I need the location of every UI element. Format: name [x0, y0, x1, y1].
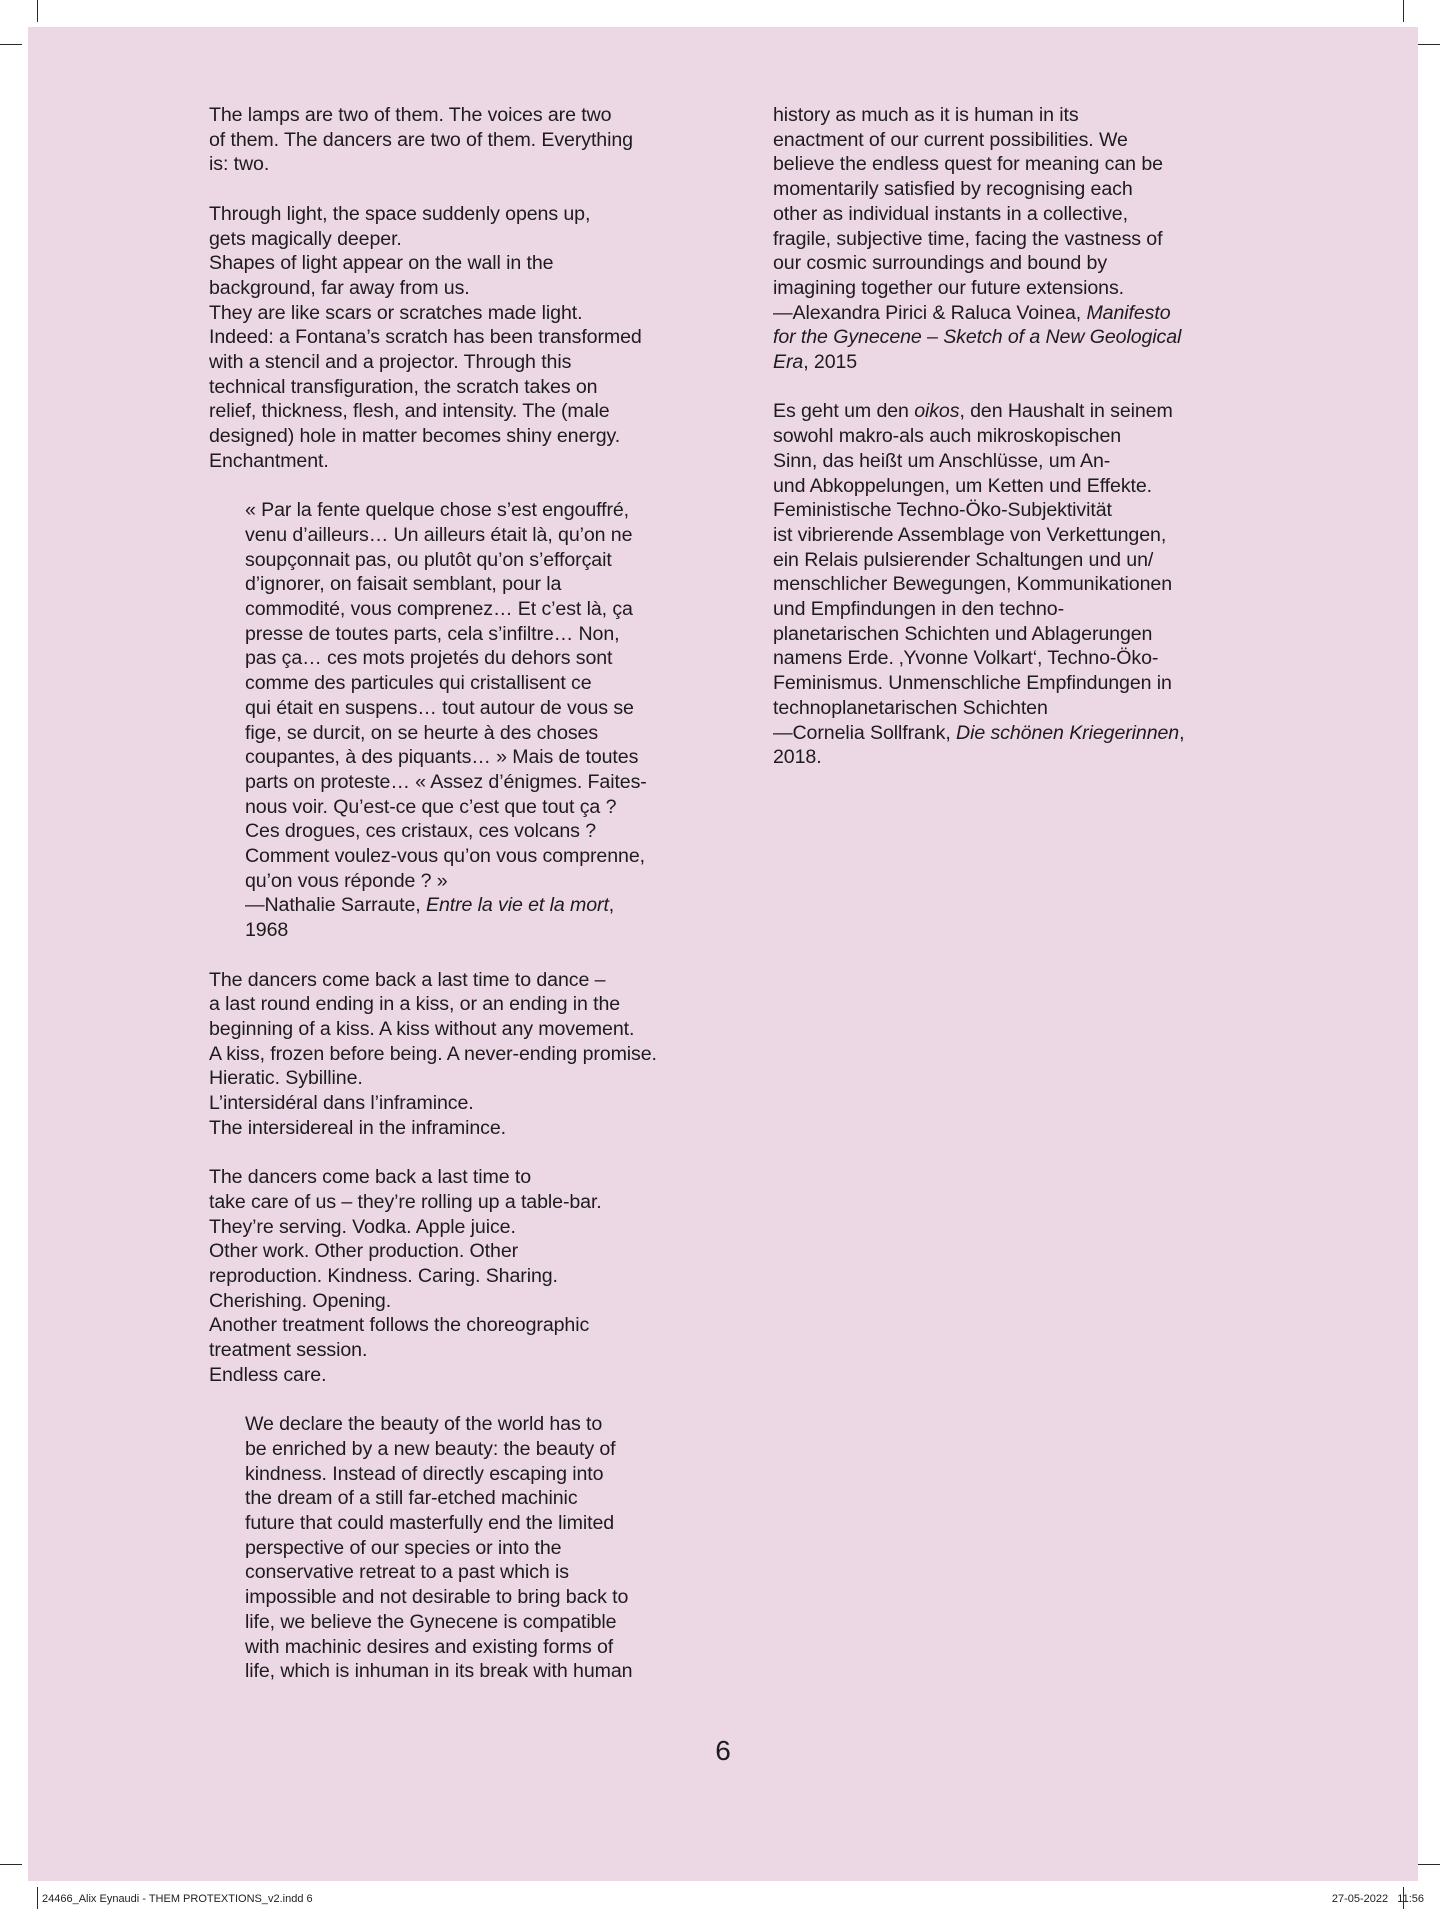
text-line: relief, thickness, flesh, and intensity. The (male — [209, 400, 610, 423]
attribution-title: Entre la vie et la mort — [425, 894, 609, 917]
crop-mark — [0, 44, 22, 45]
text-line: venu d’ailleurs… Un ailleurs était là, qu’on ne — [245, 523, 633, 546]
crop-mark — [1418, 44, 1440, 45]
text-line: fige, se durcit, on se heurte à des choses — [245, 721, 599, 744]
text-line: other as individual instants in a collective, — [773, 202, 1128, 225]
italic-term: oikos — [914, 400, 960, 423]
text-line: our cosmic surroundings and bound by — [773, 252, 1108, 275]
text-line: The dancers come back a last time to — [209, 1166, 532, 1189]
text-line: « Par la fente quelque chose s’est engouffré, — [245, 499, 630, 522]
text-line: Other work. Other production. Other — [209, 1240, 519, 1263]
text-line: gets magically deeper. — [209, 227, 402, 250]
text-line: Sinn, das heißt um Anschlüsse, um An- — [773, 449, 1111, 472]
paragraph — [209, 103, 754, 177]
text-line: d’ignorer, on faisait semblant, pour la — [245, 573, 562, 596]
text-line: life, which is inhuman in its break with human — [245, 1660, 633, 1683]
text-line: The intersidereal in the inframince. — [209, 1116, 506, 1139]
crop-mark — [0, 1864, 22, 1865]
text-line: with machinic desires and existing forms of — [245, 1635, 614, 1658]
text-line: technoplanetarischen Schichten — [773, 696, 1048, 719]
text-line: comme des particules qui cristallisent ce — [245, 672, 592, 695]
page-sheet — [28, 27, 1418, 1881]
text-line: sowohl makro-als auch mikroskopischen — [773, 425, 1122, 448]
text-line: life, we believe the Gynecene is compatible — [245, 1610, 617, 1633]
german-quote — [773, 399, 1298, 770]
text-line: They’re serving. Vodka. Apple juice. — [209, 1215, 516, 1238]
paragraph — [209, 1165, 754, 1387]
text-line: a last round ending in a kiss, or an ending in the — [209, 993, 621, 1016]
text-line: is: two. — [209, 153, 270, 176]
text-line: Endless care. — [209, 1363, 327, 1386]
quote-line: Es geht um den oikos, den Haushalt in seinem — [773, 400, 1173, 423]
text-line: perspective of our species or into the — [245, 1536, 562, 1559]
text-line: ein Relais pulsierender Schaltungen und un/ — [773, 548, 1154, 571]
text-line: commodité, vous comprenez… Et c’est là, ça — [245, 598, 633, 621]
quote-year: 2018. — [773, 746, 822, 769]
text-line: planetarischen Schichten und Ablagerungen — [773, 622, 1153, 645]
text-line: Shapes of light appear on the wall in the — [209, 252, 554, 275]
attribution-title: Die schönen Kriegerinnen — [956, 721, 1180, 744]
page-number: 6 — [715, 1735, 731, 1766]
text-line: technical transfiguration, the scratch takes on — [209, 375, 598, 398]
text-line: Another treatment follows the choreographic — [209, 1314, 590, 1337]
text-line: imagining together our future extensions. — [773, 276, 1124, 299]
text-line: believe the endless quest for meaning can be — [773, 153, 1163, 176]
text-line: conservative retreat to a past which is — [245, 1561, 569, 1584]
quote-attribution: —Cornelia Sollfrank, Die schönen Kriegerinnen, — [773, 721, 1185, 744]
text-line: parts on proteste… « Assez d’énigmes. Faites- — [245, 770, 647, 793]
text-line: ist vibrierende Assemblage von Verkettungen, — [773, 523, 1167, 546]
text-line: enactment of our current possibilities. We — [773, 128, 1128, 151]
crop-mark — [37, 0, 38, 22]
text-line: background, far away from us. — [209, 276, 470, 299]
text-line: future that could masterfully end the limited — [245, 1512, 615, 1534]
text-line: beginning of a kiss. A kiss without any movement. — [209, 1017, 635, 1040]
text-line: designed) hole in matter becomes shiny energy. — [209, 425, 621, 448]
slug-date-time: 27-05-2022 11:56 — [1331, 1893, 1424, 1905]
text-line: treatment session. — [209, 1339, 368, 1362]
attribution-title: for the Gynecene – Sketch of a New Geological — [773, 326, 1182, 349]
text-line: impossible and not desirable to bring back to — [245, 1586, 629, 1609]
text-line: soupçonnait pas, ou plutôt qu’on s’efforçait — [245, 548, 612, 571]
crop-mark — [1403, 0, 1404, 22]
text-line: take care of us – they’re rolling up a table-bar. — [209, 1190, 602, 1213]
text-line: Enchantment. — [209, 449, 329, 472]
attribution-title: Era — [773, 351, 804, 374]
text-line: menschlicher Bewegungen, Kommunikationen — [773, 573, 1172, 596]
quote-attribution: Era, 2015 — [773, 351, 858, 374]
block-quote-gynecene-continued — [773, 103, 1298, 375]
text-line: be enriched by a new beauty: the beauty of — [245, 1437, 616, 1460]
quote-year: 1968 — [245, 919, 289, 942]
crop-mark — [37, 1887, 38, 1909]
text-line: momentarily satisfied by recognising each — [773, 178, 1133, 201]
quote-lines — [245, 498, 754, 893]
text-line: kindness. Instead of directly escaping into — [245, 1462, 604, 1485]
text-line: qu’on vous réponde ? » — [245, 869, 448, 892]
text-line: with a stencil and a projector. Through this — [209, 351, 572, 374]
text-line: Cherishing. Opening. — [209, 1289, 392, 1312]
quote-lines — [773, 103, 1298, 301]
quote-attribution: —Nathalie Sarraute, Entre la vie et la mort, — [245, 894, 615, 917]
text-line: Feministische Techno-Öko-Subjektivität — [773, 499, 1112, 522]
text-line: und Empfindungen in den techno- — [773, 598, 1065, 621]
text-line: presse de toutes parts, cela s’infiltre… Non, — [245, 622, 620, 645]
block-quote-sarraute — [209, 498, 754, 943]
text-line: of them. The dancers are two of them. Everything — [209, 128, 633, 151]
text-line: A kiss, frozen before being. A never-ending promise. — [209, 1042, 657, 1065]
text-line: und Abkoppelungen, um Ketten und Effekte. — [773, 474, 1153, 497]
text-line: history as much as it is human in its — [773, 104, 1079, 126]
quote-attribution: —Alexandra Pirici & Raluca Voinea, Manifesto — [773, 301, 1171, 324]
text-line: They are like scars or scratches made light. — [209, 301, 583, 324]
text-line: Indeed: a Fontana’s scratch has been transformed — [209, 326, 642, 349]
text-line: Ces drogues, ces cristaux, ces volcans ? — [245, 820, 597, 843]
text-line: Hieratic. Sybilline. — [209, 1067, 363, 1090]
attribution-title: Manifesto — [1086, 301, 1171, 324]
slug-file-info: 24466_Alix Eynaudi - THEM PROTEXTIONS_v2.indd 6 — [42, 1893, 313, 1905]
text-line: pas ça… ces mots projetés du dehors sont — [245, 647, 613, 670]
text-line: fragile, subjective time, facing the vastness of — [773, 227, 1163, 250]
text-line: Comment voulez-vous qu’on vous comprenne, — [245, 845, 645, 868]
text-line: Feminismus. Unmenschliche Empfindungen in — [773, 672, 1172, 695]
quote-lines — [773, 424, 1298, 720]
text-line: reproduction. Kindness. Caring. Sharing. — [209, 1264, 558, 1287]
paragraph — [209, 968, 754, 1141]
text-line: The dancers come back a last time to dance – — [209, 968, 606, 991]
right-column — [773, 103, 1298, 795]
text-line: qui était en suspens… tout autour de vous se — [245, 696, 634, 719]
text-line: The lamps are two of them. The voices are two — [209, 104, 612, 126]
text-line: namens Erde. ‚Yvonne Volkart‘, Techno-Öko- — [773, 647, 1159, 670]
text-line: L’intersidéral dans l’inframince. — [209, 1092, 474, 1115]
text-line: We declare the beauty of the world has to — [245, 1413, 603, 1436]
text-line: nous voir. Qu’est-ce que c’est que tout ça ? — [245, 795, 617, 818]
block-quote-gynecene — [209, 1412, 754, 1684]
paragraph — [209, 202, 754, 474]
left-column — [209, 103, 754, 1709]
text-line: the dream of a still far-etched machinic — [245, 1487, 578, 1510]
text-line: Through light, the space suddenly opens up, — [209, 202, 591, 225]
crop-mark — [1418, 1864, 1440, 1865]
text-line: coupantes, à des piquants… » Mais de toutes — [245, 746, 639, 769]
